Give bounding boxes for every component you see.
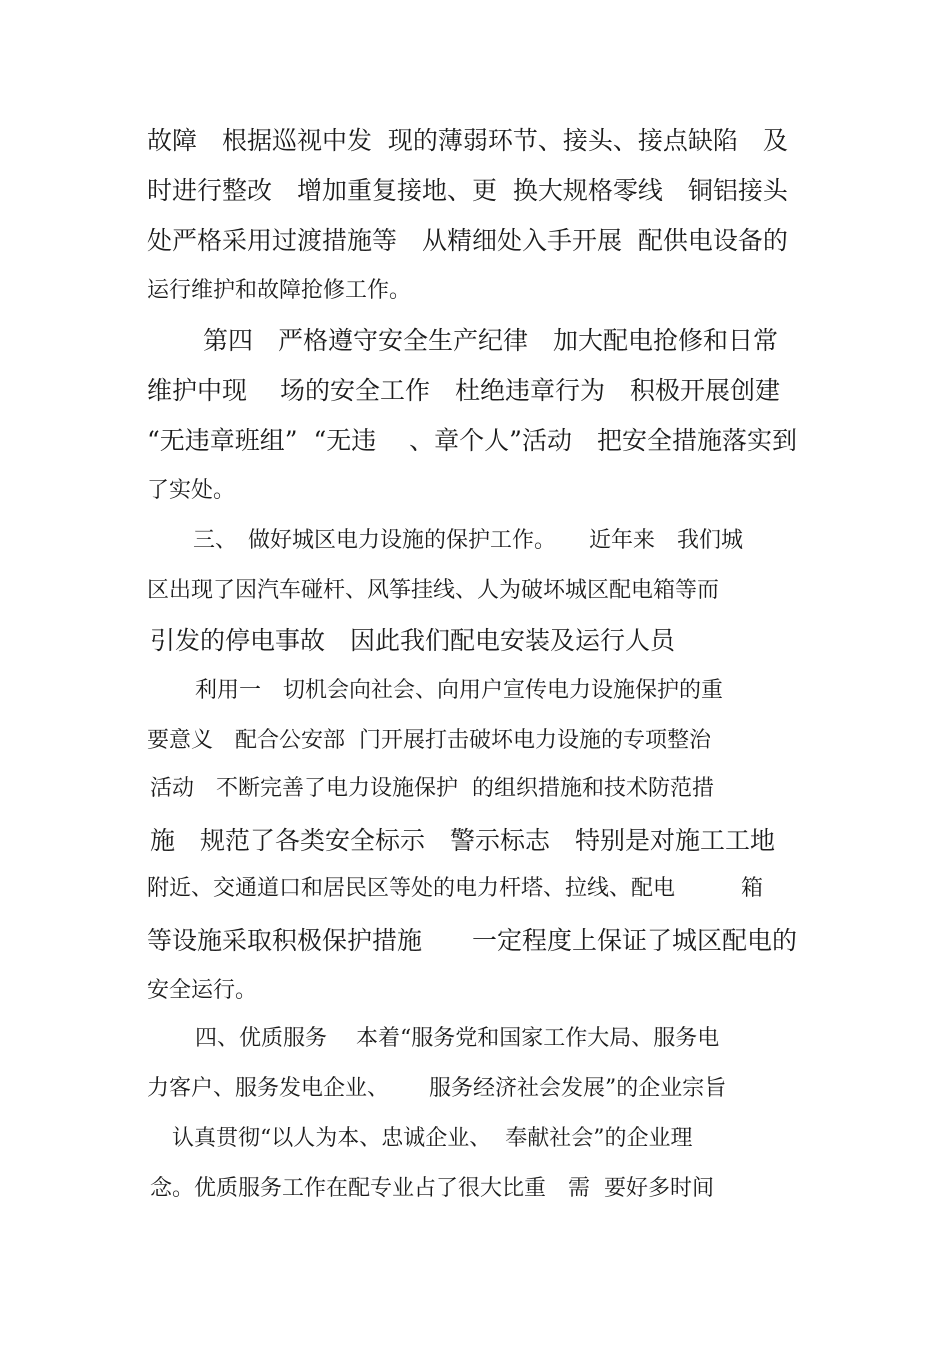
text-line: 施 规范了各类安全标示 警示标志 特别是对施工工地 <box>150 826 776 855</box>
text-line: 引发的停电事故 因此我们配电安装及运行人员 <box>150 626 676 655</box>
text-line: 念。优质服务工作在配专业占了很大比重 需 要好多时间 <box>150 1176 714 1201</box>
text-line: 处严格采用过渡措施等 从精细处入手开展 配供电设备的 <box>147 226 788 255</box>
text-line: 区出现了因汽车碰杆、风筝挂线、人为破坏城区配电箱等而 <box>147 578 720 603</box>
text-line: 活动 不断完善了电力设施保护 的组织措施和技术防范措 <box>150 776 714 801</box>
text-line: 第四 严格遵守安全生产纪律 加大配电抢修和日常 <box>203 326 779 355</box>
text-line: 运行维护和故障抢修工作。 <box>147 278 412 303</box>
text-line: 利用一 切机会向社会、向用户宣传电力设施保护的重 <box>195 678 724 703</box>
text-line: 安全运行。 <box>147 978 258 1003</box>
text-line: 故障 根据巡视中发 现的薄弱环节、接头、接点缺陷 及 <box>147 126 788 155</box>
text-line: 力客户、服务发电企业、 服务经济社会发展”的企业宗旨 <box>147 1076 727 1101</box>
text-line: 认真贯彻“以人为本、忠诚企业、 奉献社会”的企业理 <box>172 1126 693 1151</box>
text-line: 要意义 配合公安部 门开展打击破坏电力设施的专项整治 <box>147 728 711 753</box>
text-line: 时进行整改 增加重复接地、更 换大规格零线 铜铝接头 <box>147 176 788 205</box>
text-line: 了实处。 <box>147 478 236 503</box>
text-line: 维护中现 场的安全工作 杜绝违章行为 积极开展创建 <box>147 376 780 405</box>
text-line: 附近、交通道口和居民区等处的电力杆塔、拉线、配电 箱 <box>147 876 764 901</box>
text-line: 三、 做好城区电力设施的保护工作。 近年来 我们城 <box>193 528 744 553</box>
text-line: 等设施采取积极保护措施 一定程度上保证了城区配电的 <box>147 926 798 955</box>
text-line: 四、优质服务 本着“服务党和国家工作大局、服务电 <box>195 1026 720 1051</box>
text-line: “无违章班组” “无违 、章个人”活动 把安全措施落实到 <box>147 426 797 455</box>
